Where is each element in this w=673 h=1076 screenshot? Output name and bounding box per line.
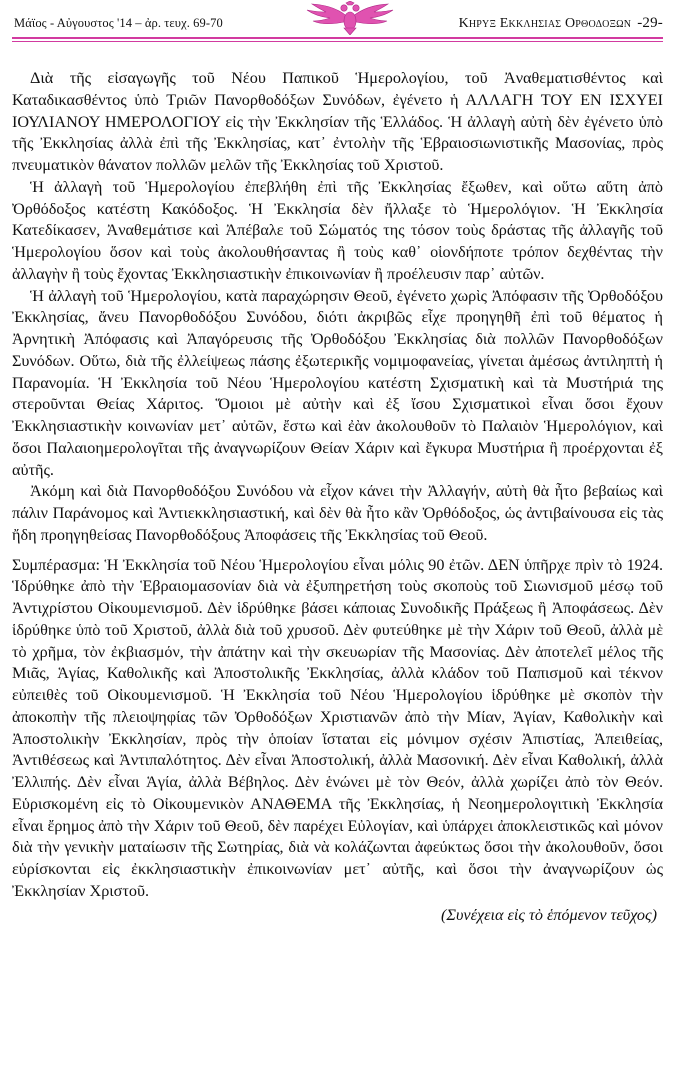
double-headed-eagle-icon — [304, 1, 396, 35]
issue-info: Μάϊος - Αὐγουστος '14 – ἀρ. τευχ. 69-70 — [14, 16, 223, 30]
paragraph: Ἀκόμη καὶ διὰ Πανορθοδόξου Συνόδου νὰ εἶχον κάνει τὴν Ἀλλαγήν, αὐτὴ θὰ ἦτο βεβαίως καὶ πάλιν Παράνομος καὶ Ἀντιεκκλησιαστική, καὶ δὲν θὰ ἦτο κἂν Ὀρθόδοξος, ὡς ἀντιβαίνουσα εἰς τὰς ἤδη προηγηθείσας Πανορθοδόξους Ἀποφάσεις τῆς Ἐκκλησίας τοῦ Θεοῦ. — [12, 482, 663, 544]
paragraph: Ἡ ἀλλαγὴ τοῦ Ἡμερολογίου, κατὰ παραχώρησιν Θεοῦ, ἐγένετο χωρὶς Ἀπόφασιν τῆς Ὀρθοδόξου Ἐκκλησίας, ἄνευ Πανορθοδόξου Συνόδου, διότι ἀκριβῶς εἶχε προηγηθῆ ἐπὶ τοῦ θέματος ἡ Ἀρνητικὴ Ἀπόφασις καὶ Ἀπαγόρευσις τῆς Ὀρθοδόξου Ἐκκλησίας διὰ πολλῶν Πανορθοδόξων Συνόδων. Οὕτω, διὰ τῆς ἐλλείψεως πάσης ἐξωτερικῆς νομιμοφανείας, γίνεται ἀμέσως ἀντιληπτὴ ἡ Παρανομία. Ἡ Ἐκκλησία τοῦ Νέου Ἡμερολογίου κατέστη Σχισματικὴ καὶ τὰ Μυστήριά της στεροῦνται Θείας Χάριτος. Ὅμοιοι μὲ αὐτὴν καὶ ἐξ ἴσου Σχισματικοὶ εἶναι ὅσοι ἔχουν Ἐκκλησιαστικὴν κοινωνίαν μετ᾽ αὐτῶν, ἔστω καὶ ἐὰν ἀκολουθοῦν τὸ Παλαιὸν Ἡμερολόγιον, καὶ ὅσοι Παλαιοημερολογῖται τῆς ἀναγνωρίζουν Θείαν Χάριν καὶ ἔγκυρα Μυστήρια ἢ προέρχονται ἐξ αὐτῆς. — [12, 286, 663, 479]
header-rule — [12, 37, 663, 39]
summary-paragraph: Συμπέρασμα: Ἡ Ἐκκλησία τοῦ Νέου Ἡμερολογίου εἶναι μόλις 90 ἐτῶν. ΔΕΝ ὑπῆρχε πρὶν τὸ 1924. Ἱδρύθηκε ἀπὸ τὴν Ἑβραιομασονίαν διὰ νὰ ἐξυπηρετήση τοὺς σκοποὺς τοῦ Σιωνισμοῦ μέσῳ τοῦ Ἀντιχρίστου Οἰκουμενισμοῦ. Δὲν ἱδρύθηκε βάσει κάποιας Συνοδικῆς Πράξεως ἢ Ἀποφάσεως. Δὲν ἱδρύθηκε ὑπὸ τοῦ Χριστοῦ, ἀλλὰ διὰ τοῦ χρυσοῦ. Δὲν φυτεύθηκε μὲ τὴν Χάριν τοῦ Θεοῦ, ἀλλὰ μὲ τὸ χρῆμα, τὸν ἐκβιασμόν, τὴν ἀπάτην καὶ τὴν σκευωρίαν τῆς Μασονίας. Δὲν ἀποτελεῖ μέλος τῆς Μιᾶς, Ἁγίας, Καθολικῆς καὶ Ἀποστολικῆς Ἐκκλησίας, ἀλλὰ κλάδον τοῦ Παπισμοῦ καὶ τέκνον εὐπειθὲς τοῦ Οἰκουμενισμοῦ. Ἡ Ἐκκλησία τοῦ Νέου Ἡμερολογίου ἱδρύθηκε μὲ σκοπὸν τὴν ἀποκοπὴν τῆς πλειοψηφίας τῶν Ὀρθοδόξων Χριστιανῶν ἀπὸ τὴν Μίαν, Ἁγίαν, Καθολικὴν καὶ Ἀποστολικὴν Ἐκκλησίαν, πρὸς τὴν ὁποίαν ἵσταται εἰς μόνιμον σχέσιν Ἀπιστίας, Ἀπειθείας, Ἀντιθέσεως καὶ Ἀντιπαλότητος. Δὲν εἶναι Ἀποστολική, ἀλλὰ Μασονική. Δὲν εἶναι Καθολική, ἀλλὰ Ἐλλιπής. Δὲν εἶναι Ἁγία, ἀλλὰ Βέβηλος. Δὲν ἑνώνει μὲ τὸν Θεόν, ἀλλὰ χωρίζει ἀπὸ τὸν Θεόν. Εὑρισκομένη εἰς τὸ Οἰκουμενικὸν ΑΝΑΘΕΜΑ τῆς Ἐκκλησίας, ἡ Νεοημερολογιτικὴ Ἐκκλησία εἶναι ἔρημος ἀπὸ τὴν Χάριν τοῦ Θεοῦ, δὲν παρέχει Εὐλογίαν, καὶ ὑπάρχει ἀποκλειστικῶς καὶ μόνον διὰ τὴν γενικὴν ματαίωσιν τῆς Σωτηρίας, διὰ νὰ κολάζωνται ἀφεύκτως ὅσοι τὴν ἀκολουθοῦν, ὅσοι εὑρίσκονται εἰς ἐκκλησιαστικὴν ἐπικοινωνίαν μετ᾽ αὐτῆς, καὶ ὅσοι τὴν ἀναγνωρίζουν ὡς Ἐκκλησίαν Χριστοῦ. — [12, 555, 663, 900]
article-body — [12, 68, 663, 926]
paragraph: Ἡ ἀλλαγὴ τοῦ Ἡμερολογίου ἐπεβλήθη ἐπὶ τῆς Ἐκκλησίας ἔξωθεν, καὶ οὕτω αὕτη ἀπὸ Ὀρθόδοξος κατέστη Κακόδοξος. Ἡ Ἐκκλησία δὲν ἤλλαξε τὸ Ἡμερολόγιον. Ἡ Ἐκκλησία Κατεδίκασεν, Ἀναθεμάτισε καὶ Ἀπέβαλε τοῦ Σώματός της τόσον τοὺς δράστας τῆς ἀλλαγῆς τοῦ Ἡμερολογίου ὅσον καὶ τοὺς ἀκολουθήσαντας ἢ τοὺς καθ᾽ οἱονδήποτε τρόπον δεχθέντας τὴν ἀλλαγὴν ἢ τοὺς ἔχοντας Ἐκκλησιαστικὴν ἐπικοινωνίαν ἢ προέλευσιν παρ᾽ αὐτῶν. — [12, 177, 663, 283]
paragraph: Διὰ τῆς εἰσαγωγῆς τοῦ Νέου Παπικοῦ Ἡμερολογίου, τοῦ Ἀναθεματισθέντος καὶ Καταδικασθέντος ὑπὸ Τριῶν Πανορθοδόξων Συνόδων, ἐγένετο ἡ ΑΛΛΑΓΗ ΤΟΥ ΕΝ ΙΣΧΥΕΙ ΙΟΥΛΙΑΝΟΥ ΗΜΕΡΟΛΟΓΙΟΥ εἰς τὴν Ἐκκλησίαν τῆς Ἑλλάδος. Ἡ ἀλλαγὴ αὐτὴ δὲν ἐγένετο ὑπὸ τῆς Ἐκκλησίας ἀλλὰ ἐπὶ τῆς Ἐκκλησίας, κατ᾽ ἐντολὴν τῆς Ἑβραιοσιωνιστικῆς Μασονίας, πρὸς πνευματικὸν θάνατον πολλῶν μελῶν τῆς Ἐκκλησίας τοῦ Χριστοῦ. — [12, 69, 663, 174]
header-rule-thin — [12, 41, 663, 42]
page-number: -29- — [637, 15, 663, 31]
continued-note: (Συνέχεια εἰς τὸ ἑπόμενον τεῦχος) — [440, 905, 657, 924]
page-header — [12, 0, 663, 40]
journal-title: Κηρυξ Εκκλησιας Ορθοδοξων — [458, 16, 632, 31]
journal-title-and-page — [459, 15, 663, 32]
